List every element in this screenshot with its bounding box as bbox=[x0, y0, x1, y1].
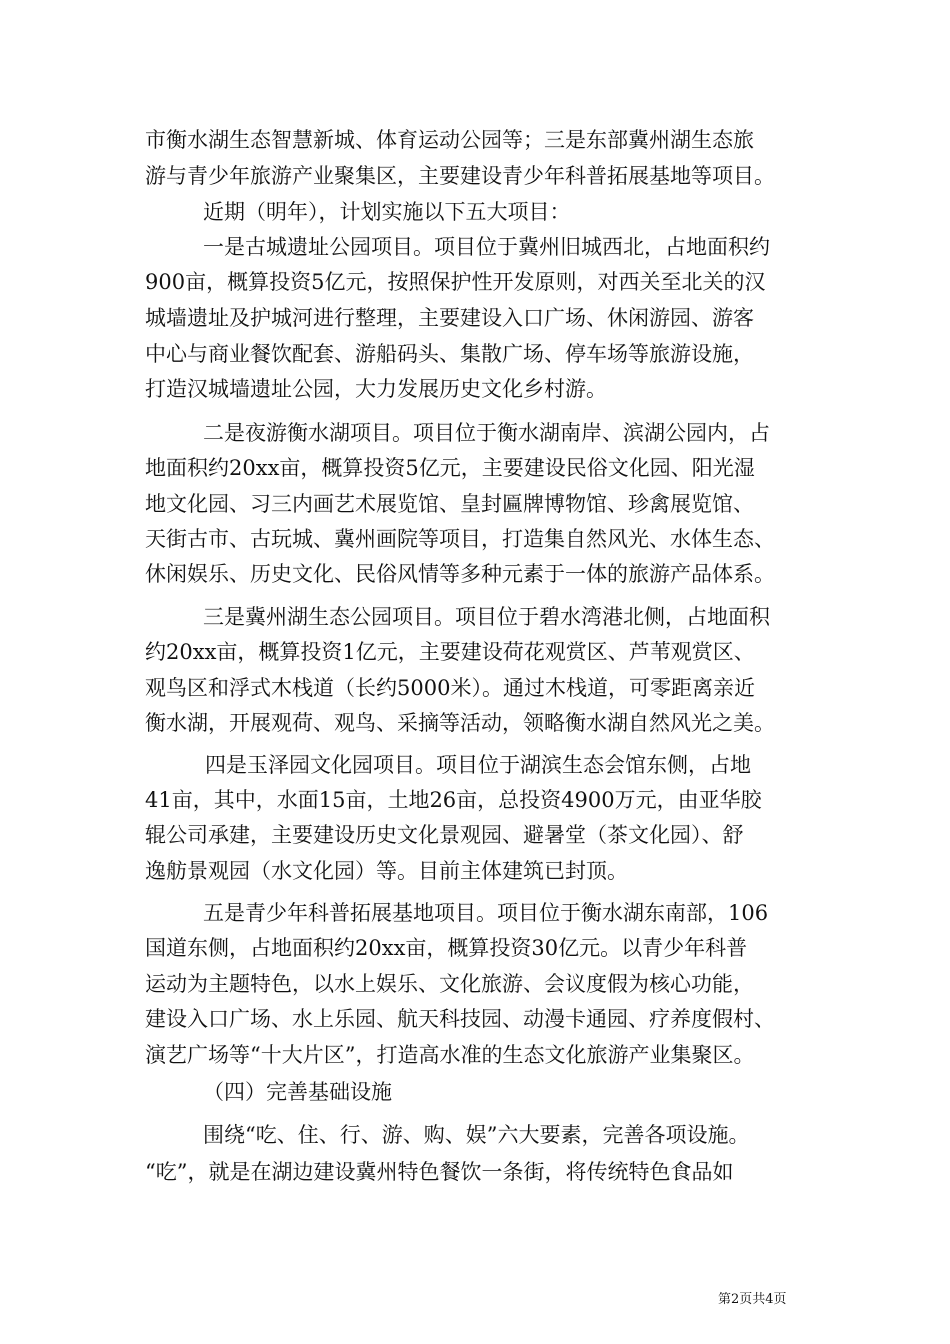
text-line: 中心与商业餐饮配套、游船码头、集散广场、停车场等旅游设施， bbox=[145, 342, 754, 366]
text-line: 观鸟区和浮式木栈道（长约5000米）。通过木栈道，可零距离亲近 bbox=[145, 676, 755, 700]
text-line: 打造汉城墙遗址公园，大力发展历史文化乡村游。 bbox=[145, 377, 607, 401]
text-line: 游与青少年旅游产业聚集区，主要建设青少年科普拓展基地等项目。 bbox=[145, 164, 775, 188]
text-line: 天街古市、古玩城、冀州画院等项目，打造集自然风光、水体生态、 bbox=[145, 527, 775, 551]
text-line: 地文化园、习三内画艺术展览馆、皇封匾牌博物馆、珍禽展览馆、 bbox=[145, 492, 754, 516]
text-line: 市衡水湖生态智慧新城、体育运动公园等；三是东部冀州湖生态旅 bbox=[145, 128, 754, 152]
text-line: 休闲娱乐、历史文化、民俗风情等多种元素于一体的旅游产品体系。 bbox=[145, 562, 775, 586]
text-line: 近期（明年），计划实施以下五大项目： bbox=[203, 200, 571, 224]
text-line: “吃”，就是在湖边建设冀州特色餐饮一条街，将传统特色食品如 bbox=[145, 1160, 734, 1184]
page-number: 第2页共4页 bbox=[718, 1292, 787, 1307]
text-line: 衡水湖，开展观荷、观鸟、采摘等活动，领略衡水湖自然风光之美。 bbox=[145, 711, 775, 735]
text-line: 二是夜游衡水湖项目。项目位于衡水湖南岸、滨湖公园内，占 bbox=[203, 421, 770, 445]
text-line: 一是古城遗址公园项目。项目位于冀州旧城西北，占地面积约 bbox=[203, 235, 770, 259]
text-line: 地面积约20xx亩，概算投资5亿元，主要建设民俗文化园、阳光湿 bbox=[145, 456, 755, 480]
text-line: 城墙遗址及护城河进行整理，主要建设入口广场、休闲游园、游客 bbox=[145, 306, 754, 330]
text-line: 演艺广场等“十大片区”，打造高水准的生态文化旅游产业集聚区。 bbox=[145, 1043, 755, 1067]
text-line: 围绕“吃、住、行、游、购、娱”六大要素，完善各项设施。 bbox=[203, 1123, 750, 1147]
text-line: 五是青少年科普拓展基地项目。项目位于衡水湖东南部，106 bbox=[203, 901, 769, 925]
text-line: 900亩，概算投资5亿元，按照保护性开发原则，对西关至北关的汉 bbox=[145, 270, 766, 294]
text-line: 运动为主题特色，以水上娱乐、文化旅游、会议度假为核心功能， bbox=[145, 972, 754, 996]
text-line: 逸舫景观园（水文化园）等。目前主体建筑已封顶。 bbox=[145, 859, 628, 883]
text-line: 国道东侧，占地面积约20xx亩，概算投资30亿元。以青少年科普 bbox=[145, 936, 748, 960]
text-line: 辊公司承建，主要建设历史文化景观园、避暑堂（茶文化园）、舒 bbox=[145, 823, 744, 847]
text-line: 四是玉泽园文化园项目。项目位于湖滨生态会馆东侧，占地 bbox=[205, 753, 751, 777]
text-line: 约20xx亩，概算投资1亿元，主要建设荷花观赏区、芦苇观赏区、 bbox=[145, 640, 755, 664]
section-heading: （四）完善基础设施 bbox=[203, 1080, 392, 1104]
text-line: 41亩，其中，水面15亩，土地26亩，总投资4900万元，由亚华胶 bbox=[145, 788, 762, 812]
text-line: 三是冀州湖生态公园项目。项目位于碧水湾港北侧，占地面积 bbox=[203, 605, 770, 629]
text-line: 建设入口广场、水上乐园、航天科技园、动漫卡通园、疗养度假村、 bbox=[145, 1007, 775, 1031]
